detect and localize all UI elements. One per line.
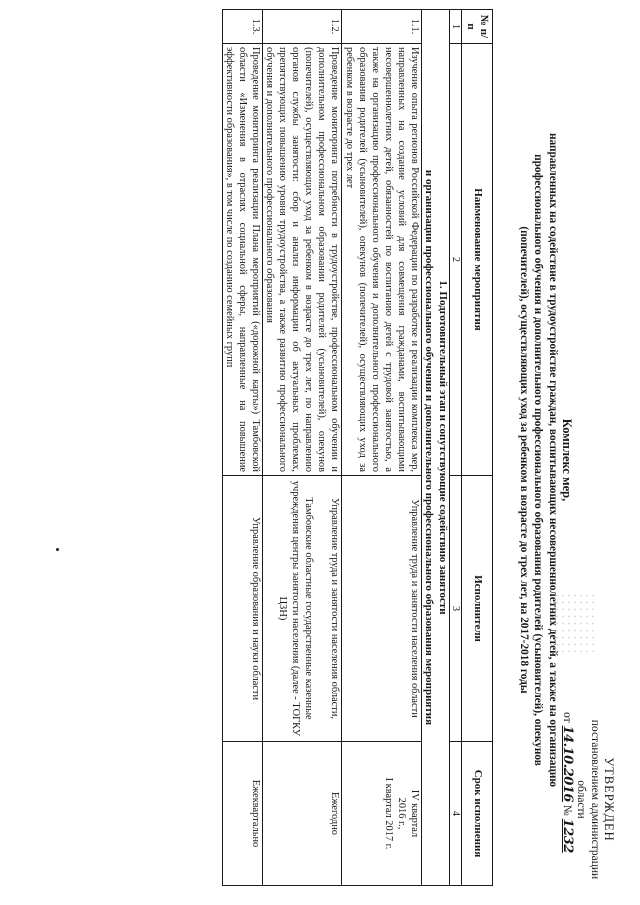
section-row: [422, 10, 450, 886]
measure-executors: [262, 476, 342, 742]
measure-deadline: Ежеквартально: [222, 742, 262, 886]
table-row: [342, 10, 422, 886]
section-heading: [422, 10, 450, 886]
header-num: № п/п: [462, 10, 493, 44]
measure-name: Проведение мониторинга потребности в трудоустройстве, профессиональном обучении и дополнительном профессиональном образовании родителей (усыновителей), опекунов (попечителей), осуществляющих уход за ребенком в возрасте до трех лет, по направлению органов службы занятости: сбор и анализ информации об актуальных проблемах, препятствующих повышению уровня трудоустройства, а также развитию профессионального обучения и дополнительного профессионального образования: [262, 44, 342, 476]
title-line-2: направленных на содействие в трудоустройстве граждан, воспитывающих несовершеннолетних детей, а также на организацию: [546, 132, 559, 788]
header-executors: Исполнители: [462, 476, 493, 742]
table-header-row: [462, 10, 493, 886]
measure-deadline: [342, 742, 422, 886]
column-number-row: [450, 10, 462, 886]
title-line-3: профессионального обучения и дополнительного профессионального образования родителей (усыновителей), опекунов: [532, 154, 545, 766]
col-number: 1: [450, 10, 462, 44]
measure-deadline: Ежегодно: [262, 742, 342, 886]
measure-name: Проведение мониторинга реализации Плана мероприятий («дорожной карты») Тамбовской области «Изменения в отраслях социальной сферы, направленные на повышение эффективности образования», в том числе по созданию семейных групп: [222, 44, 262, 476]
section-heading-line-2: и организации профессионального обучения и дополнительного профессионального образования мероприятия: [423, 169, 436, 726]
approval-title: УТВЕРЖДЕН: [602, 757, 616, 842]
col-number: 3: [450, 476, 462, 742]
table-row: [262, 10, 342, 886]
row-number: 1.1.: [342, 10, 422, 44]
deadline-line: IV квартал: [409, 789, 420, 838]
col-number: 2: [450, 44, 462, 476]
table-row: [222, 10, 262, 886]
measures-table: [222, 9, 493, 886]
measure-executors: Управление труда и занятости населения области: [342, 476, 422, 742]
col-number: 4: [450, 742, 462, 886]
approval-number: 1232: [560, 818, 575, 853]
row-number: 1.2.: [262, 10, 342, 44]
title-line-4: (попечителей), осуществляющих уход за ребенком в возрасте до трех лет, на 2017-2018 годы: [518, 226, 531, 694]
executor-line: Управление труда и занятости населения области,: [329, 497, 341, 719]
title-line-1: Комплекс мер,: [560, 418, 574, 502]
number-label: №: [561, 804, 573, 816]
measure-executors: Управление образования и науки области: [222, 476, 262, 742]
measure-name: Изучение опыта регионов Российской Федерации по разработке и реализации комплекса мер, направленных на создание условий для совмещения гражданами, воспитывающими несовершеннолетних детей, обязанностей по воспитанию детей с трудовой занятостью, а также на организацию профессионального обучения и дополнительного профессионального образования родителей (усыновителей), опекунов (попечителей), осуществляющих уход за ребенком в возрасте до трех лет: [342, 44, 422, 476]
row-number: 1.3.: [222, 10, 262, 44]
document-title: [517, 60, 574, 860]
header-deadline: Срок исполнения: [462, 742, 493, 886]
section-heading-line-1: 1. Подготовительный этап и сопутствующие содействию занятости: [437, 280, 449, 615]
deadline-line: 2016 г.,: [395, 797, 407, 830]
deadline-line: I квартал 2017 г.: [382, 777, 394, 850]
header-name: Наименование мероприятия: [462, 44, 493, 476]
from-label: от: [561, 712, 573, 723]
executor-line: Тамбовские областные государственные казенные учреждения центры занятости населения (далее - ТОГКУ ЦЗН): [277, 480, 315, 737]
approval-date: 14.10.2016: [560, 725, 575, 802]
approval-line: постановлением администрации области: [575, 719, 601, 880]
